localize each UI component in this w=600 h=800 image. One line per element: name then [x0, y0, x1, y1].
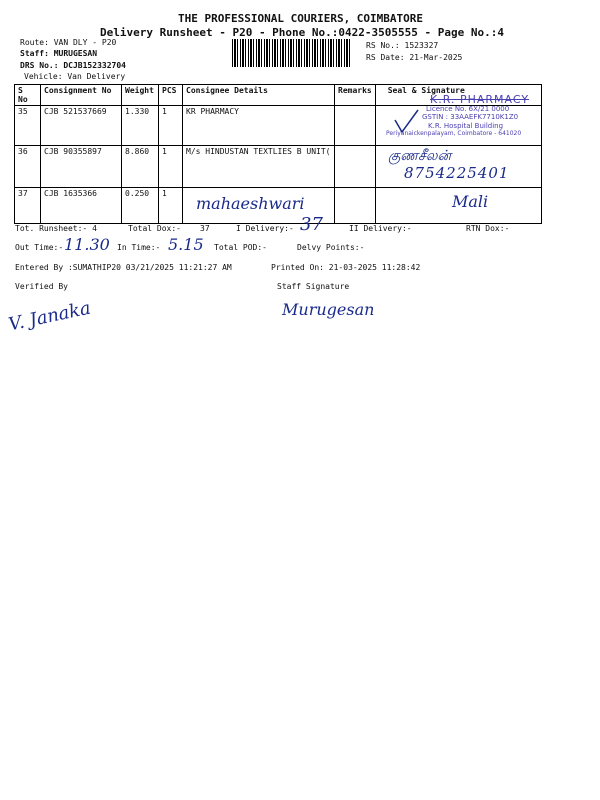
stamp-line: K.R. Hospital Building — [428, 121, 504, 130]
cell-pcs: 1 — [159, 106, 183, 146]
handwritten-receiver: குணசீலன் — [388, 148, 452, 164]
entered-by: Entered By :SUMATHIP20 03/21/2025 11:21:27 AM — [15, 263, 232, 272]
tot-runsheet: Tot. Runsheet:- 4 — [15, 224, 97, 233]
runsheet-subtitle: Delivery Runsheet - P20 - Phone No.:0422-3505555 - Page No.:4 — [100, 26, 504, 39]
i-delivery-label: I Delivery:- — [236, 224, 294, 233]
in-time-value: 5.15 — [168, 235, 204, 254]
cell-weight: 1.330 — [122, 106, 159, 146]
cell-remarks — [335, 146, 376, 188]
col-header: Remarks — [335, 85, 376, 106]
ii-delivery-label: II Delivery:- — [349, 224, 412, 233]
handwritten-name: mahaeshwari — [196, 194, 305, 213]
cell-sno: 37 — [15, 188, 41, 224]
staff-signature: Murugesan — [282, 300, 375, 319]
drs-number: DRS No.: DCJB152332704 — [20, 61, 126, 70]
verified-signature: V. Janaka — [6, 297, 93, 336]
stamp-line: Periyanaickenpalayam, Coimbatore - 641020 — [386, 130, 522, 137]
handwritten-sign: Mali — [452, 192, 489, 211]
col-header: Consignment No — [41, 85, 122, 106]
printed-on: Printed On: 21-03-2025 11:28:42 — [271, 263, 421, 272]
out-time-value: 11.30 — [64, 235, 110, 254]
cell-consignment: CJB 90355897 — [41, 146, 122, 188]
cell-consignment: CJB 1635366 — [41, 188, 122, 224]
cell-consignee: M/s HINDUSTAN TEXTLIES B UNIT( — [183, 146, 335, 188]
in-time-label: In Time:- — [117, 243, 161, 252]
cell-weight: 8.860 — [122, 146, 159, 188]
cell-remarks — [335, 106, 376, 146]
checkmark-icon — [392, 108, 422, 138]
barcode — [232, 39, 352, 67]
i-delivery-value: 37 — [300, 214, 323, 235]
col-header: PCS — [159, 85, 183, 106]
vehicle: Vehicle: Van Delivery — [24, 72, 126, 81]
total-dox-label: Total Dox:- — [128, 224, 181, 233]
cell-pcs: 1 — [159, 188, 183, 224]
total-dox-value: 37 — [200, 224, 210, 233]
col-header: S No — [15, 85, 41, 106]
cell-weight: 0.250 — [122, 188, 159, 224]
rtn-dox-label: RTN Dox:- — [466, 224, 510, 233]
company-title: THE PROFESSIONAL COURIERS, COIMBATORE — [178, 12, 424, 25]
delvy-points-label: Delvy Points:- — [297, 243, 365, 252]
cell-sno: 35 — [15, 106, 41, 146]
verified-by-label: Verified By — [15, 282, 68, 291]
out-time-label: Out Time:- — [15, 243, 64, 252]
stamp-line: Licence No. 6X/21 0000 — [426, 104, 510, 113]
col-header: Weight — [122, 85, 159, 106]
rs-date: RS Date: 21-Mar-2025 — [366, 53, 463, 62]
col-header: Seal & Signature — [375, 85, 541, 106]
route: Route: VAN DLY - P20 — [20, 38, 117, 47]
rs-number: RS No.: 1523327 — [366, 41, 439, 50]
handwritten-phone: 8754225401 — [404, 164, 510, 182]
total-pod-label: Total POD:- — [214, 243, 267, 252]
staff-signature-label: Staff Signature — [277, 282, 350, 291]
stamp-line: GSTIN : 33AAEFK7710K1Z0 — [422, 113, 519, 121]
staff: Staff: MURUGESAN — [20, 49, 98, 58]
cell-consignee: KR PHARMACY — [183, 106, 335, 146]
stamp-line: K.R. PHARMACY — [430, 93, 530, 106]
cell-pcs: 1 — [159, 146, 183, 188]
pharmacy-stamp — [386, 93, 530, 139]
col-header: Consignee Details — [183, 85, 335, 106]
cell-consignment: CJB 521537669 — [41, 106, 122, 146]
cell-sno: 36 — [15, 146, 41, 188]
cell-remarks — [335, 188, 376, 224]
